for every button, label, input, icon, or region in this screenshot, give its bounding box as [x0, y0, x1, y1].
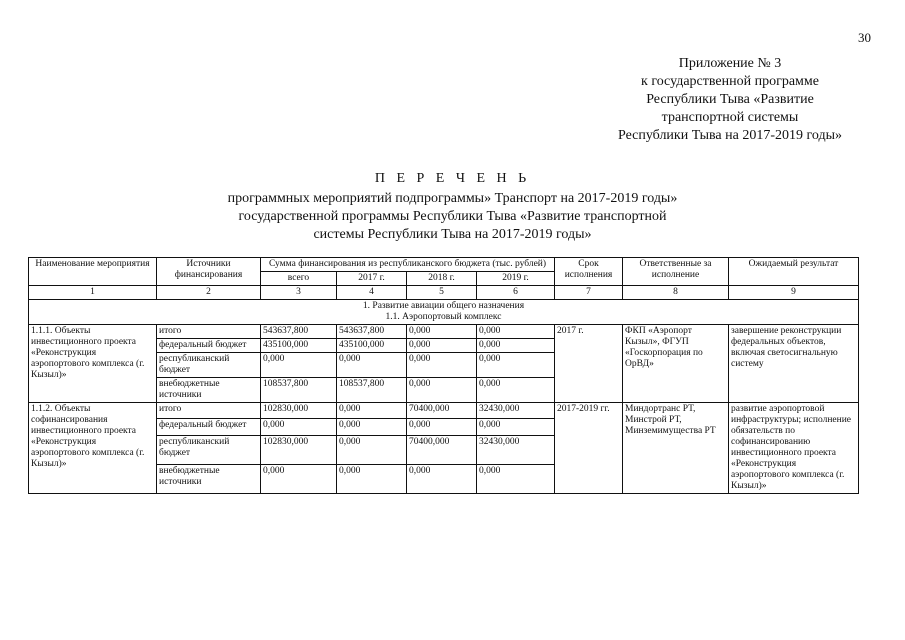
y2019-cell: 32430,000: [477, 435, 555, 464]
total-cell: 435100,000: [261, 339, 337, 353]
y2019-cell: 0,000: [477, 378, 555, 403]
y2018-cell: 0,000: [407, 419, 477, 435]
program-table-wrapper: [28, 257, 859, 494]
result-cell: развитие аэропортовой инфраструктуры; исполнение обязательств по софинансированию инвестиционного проекта «Реконструкция аэропортового комплекса (г. Кызыл)»: [729, 403, 859, 494]
header-sum: Сумма финансирования из республиканского бюджета (тыс. рублей): [261, 258, 555, 272]
item-name: 1.1.1. Объекты инвестиционного проекта «Реконструкция аэропортового комплекса (г. Кызыл)»: [29, 325, 157, 403]
source-cell: внебюджетные источники: [157, 464, 261, 493]
source-cell: республиканский бюджет: [157, 435, 261, 464]
y2019-cell: 0,000: [477, 339, 555, 353]
y2018-cell: 0,000: [407, 339, 477, 353]
heading-line: системы Республики Тыва на 2017-2019 годы»: [313, 227, 592, 242]
document-heading: [0, 170, 905, 244]
header-source: Источники финансирования: [157, 258, 261, 286]
column-number: 5: [407, 286, 477, 300]
total-cell: 0,000: [261, 353, 337, 378]
source-cell: итого: [157, 325, 261, 339]
result-cell: завершение реконструкции федеральных объектов, включая светосигнальную систему: [729, 325, 859, 403]
column-number: 7: [555, 286, 623, 300]
y2017-cell: 0,000: [337, 403, 407, 419]
y2019-cell: 32430,000: [477, 403, 555, 419]
column-number: 4: [337, 286, 407, 300]
header-result: Ожидаемый результат: [729, 258, 859, 286]
total-cell: 0,000: [261, 419, 337, 435]
y2018-cell: 70400,000: [407, 435, 477, 464]
appendix-line: Республики Тыва «Развитие: [646, 92, 814, 107]
y2019-cell: 0,000: [477, 353, 555, 378]
term-cell: 2017 г.: [555, 325, 623, 403]
responsible-cell: ФКП «Аэропорт Кызыл», ФГУП «Госкорпорация по ОрВД»: [623, 325, 729, 403]
column-number: 2: [157, 286, 261, 300]
column-number: 8: [623, 286, 729, 300]
y2017-cell: 0,000: [337, 435, 407, 464]
total-cell: 102830,000: [261, 403, 337, 419]
term-cell: 2017-2019 гг.: [555, 403, 623, 494]
source-cell: республиканский бюджет: [157, 353, 261, 378]
y2017-cell: 0,000: [337, 464, 407, 493]
column-number: 6: [477, 286, 555, 300]
section-heading: [29, 300, 859, 325]
document-title: П Е Р Е Ч Е Н Ь: [374, 171, 531, 186]
appendix-line: Республики Тыва на 2017-2019 годы»: [617, 128, 843, 143]
header-term: Срок исполнения: [555, 258, 623, 286]
y2019-cell: 0,000: [477, 419, 555, 435]
y2017-cell: 108537,800: [337, 378, 407, 403]
heading-line: программных мероприятий подпрограммы» Транспорт на 2017-2019 годы»: [227, 191, 678, 206]
column-number: 9: [729, 286, 859, 300]
header-total: всего: [261, 272, 337, 286]
y2018-cell: 0,000: [407, 464, 477, 493]
column-number: 1: [29, 286, 157, 300]
table-row: [29, 325, 859, 339]
program-table: [28, 257, 859, 494]
y2018-cell: 0,000: [407, 325, 477, 339]
total-cell: 102830,000: [261, 435, 337, 464]
y2017-cell: 0,000: [337, 419, 407, 435]
source-cell: внебюджетные источники: [157, 378, 261, 403]
column-number: 3: [261, 286, 337, 300]
y2019-cell: 0,000: [477, 325, 555, 339]
header-2018: 2018 г.: [407, 272, 477, 286]
header-name: Наименование мероприятия: [29, 258, 157, 286]
source-cell: федеральный бюджет: [157, 419, 261, 435]
header-2019: 2019 г.: [477, 272, 555, 286]
y2018-cell: 70400,000: [407, 403, 477, 419]
header-2017: 2017 г.: [337, 272, 407, 286]
y2017-cell: 0,000: [337, 353, 407, 378]
appendix-line: транспортной системы: [661, 110, 799, 125]
heading-line: государственной программы Республики Тыва «Развитие транспортной: [238, 209, 667, 224]
table-row: [29, 403, 859, 419]
y2019-cell: 0,000: [477, 464, 555, 493]
y2017-cell: 435100,000: [337, 339, 407, 353]
total-cell: 543637,800: [261, 325, 337, 339]
section-title: 1. Развитие авиации общего назначения: [362, 301, 525, 311]
y2018-cell: 0,000: [407, 353, 477, 378]
y2017-cell: 543637,800: [337, 325, 407, 339]
y2018-cell: 0,000: [407, 378, 477, 403]
source-cell: федеральный бюджет: [157, 339, 261, 353]
total-cell: 0,000: [261, 464, 337, 493]
item-name: 1.1.2. Объекты софинансирования инвестиционного проекта «Реконструкция аэропортового комплекса (г. Кызыл)»: [29, 403, 157, 494]
appendix-line: к государственной программе: [641, 74, 819, 89]
page-number: 30: [858, 30, 871, 45]
source-cell: итого: [157, 403, 261, 419]
header-responsible: Ответственные за исполнение: [623, 258, 729, 286]
total-cell: 108537,800: [261, 378, 337, 403]
subsection-title: 1.1. Аэропортовый комплекс: [385, 312, 502, 322]
appendix-block: [560, 55, 900, 145]
appendix-line: Приложение № 3: [678, 56, 782, 71]
responsible-cell: Миндортранс РТ, Минстрой РТ, Минземимущества РТ: [623, 403, 729, 494]
